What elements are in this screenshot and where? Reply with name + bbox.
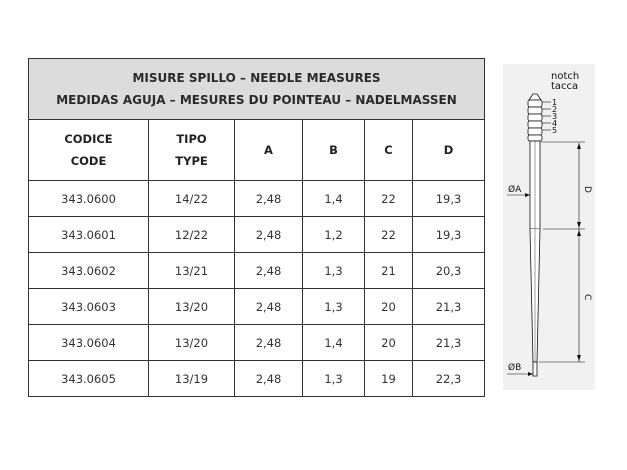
cell-a: 2,48: [235, 181, 303, 217]
cell-d: 21,3: [413, 289, 485, 325]
needle-diagram: [503, 64, 595, 390]
notch-leaders: [542, 102, 551, 130]
header-type-line-2: TYPE: [175, 154, 208, 168]
cell-b: 1,4: [303, 181, 365, 217]
table-row: [29, 217, 485, 253]
table-header-row: [29, 120, 485, 181]
cell-d: 20,3: [413, 253, 485, 289]
dim-a-label: ØA: [508, 185, 522, 195]
cell-a: 2,48: [235, 361, 303, 397]
cell-code: 343.0605: [29, 361, 149, 397]
header-a: A: [235, 120, 303, 181]
notch-number-1: 1: [552, 98, 558, 107]
table-row: [29, 181, 485, 217]
header-code: [29, 120, 149, 181]
header-type-line-1: TIPO: [176, 132, 207, 146]
dim-b-label: ØB: [508, 363, 522, 373]
cell-c: 19: [365, 361, 413, 397]
cell-c: 20: [365, 289, 413, 325]
cell-type: 14/22: [149, 181, 235, 217]
cell-type: 13/21: [149, 253, 235, 289]
table-row: [29, 253, 485, 289]
table-title: [29, 59, 485, 120]
cell-a: 2,48: [235, 217, 303, 253]
needle-tip: [533, 362, 537, 376]
cell-b: 1,4: [303, 325, 365, 361]
cell-b: 1,3: [303, 253, 365, 289]
dim-extension-lines: [539, 142, 585, 362]
notch-number-4: 4: [552, 119, 558, 128]
cell-code: 343.0600: [29, 181, 149, 217]
cell-type: 12/22: [149, 217, 235, 253]
cell-b: 1,3: [303, 361, 365, 397]
cell-d: 19,3: [413, 217, 485, 253]
table-row: [29, 289, 485, 325]
cell-type: 13/19: [149, 361, 235, 397]
table-title-line-1: MISURE SPILLO – NEEDLE MEASURES: [132, 71, 381, 85]
notch-number-3: 3: [552, 112, 558, 121]
header-d: D: [413, 120, 485, 181]
cell-b: 1,3: [303, 289, 365, 325]
cell-type: 13/20: [149, 325, 235, 361]
cell-code: 343.0603: [29, 289, 149, 325]
needle-drawing: [503, 64, 595, 390]
cell-d: 22,3: [413, 361, 485, 397]
notch-number-5: 5: [552, 126, 558, 135]
needle-measures-table: [28, 58, 485, 397]
cell-a: 2,48: [235, 289, 303, 325]
cell-code: 343.0604: [29, 325, 149, 361]
cell-code: 343.0601: [29, 217, 149, 253]
dim-d-label: D: [582, 186, 592, 193]
needle-head-tip: [529, 94, 541, 100]
dim-b-arrow: [528, 372, 533, 376]
dim-c-label: C: [582, 294, 592, 301]
notch-label: notch: [551, 71, 580, 82]
table-row: [29, 325, 485, 361]
header-c: C: [365, 120, 413, 181]
cell-d: 21,3: [413, 325, 485, 361]
cell-type: 13/20: [149, 289, 235, 325]
cell-c: 22: [365, 181, 413, 217]
table-title-line-2: MEDIDAS AGUJA – MESURES DU POINTEAU – NADELMASSEN: [56, 93, 457, 107]
cell-c: 20: [365, 325, 413, 361]
dim-a-arrow: [525, 193, 530, 197]
header-b: B: [303, 120, 365, 181]
notch-rings: [528, 100, 542, 141]
header-code-line-1: CODICE: [64, 132, 113, 146]
cell-a: 2,48: [235, 253, 303, 289]
cell-c: 22: [365, 217, 413, 253]
tacca-label: tacca: [551, 81, 579, 92]
table-row: [29, 361, 485, 397]
cell-a: 2,48: [235, 325, 303, 361]
cell-c: 21: [365, 253, 413, 289]
notch-number-2: 2: [552, 105, 558, 114]
cell-d: 19,3: [413, 181, 485, 217]
header-type: [149, 120, 235, 181]
cell-code: 343.0602: [29, 253, 149, 289]
header-code-line-2: CODE: [70, 154, 107, 168]
cell-b: 1,2: [303, 217, 365, 253]
